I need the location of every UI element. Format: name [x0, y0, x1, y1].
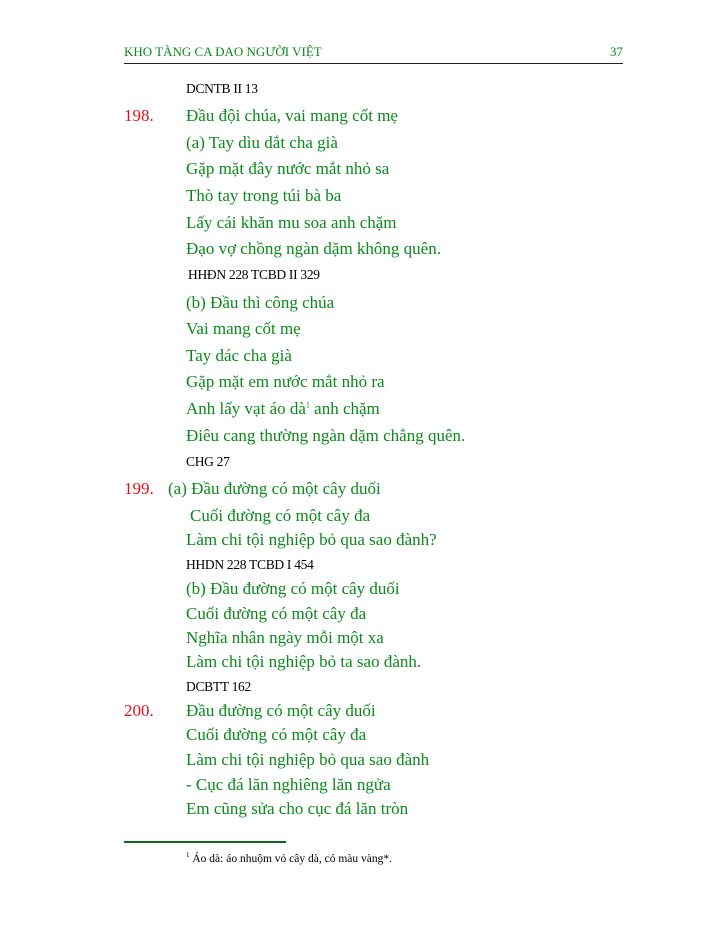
verse-line-with-footnote — [186, 399, 380, 419]
source-citation: HHĐN 228 TCBD II 329 — [188, 267, 320, 282]
source-citation: HHDN 228 TCBD I 454 — [186, 557, 314, 572]
source-citation: DCNTB II 13 — [186, 81, 258, 96]
running-header — [124, 44, 623, 62]
verse-line: (a) Đầu đường có một cây duối — [168, 479, 381, 498]
verse-line: Cuối đường có một cây đa — [186, 725, 367, 744]
verse-line: Gặp mặt em nước mắt nhỏ ra — [186, 372, 385, 391]
verse-line: Điêu cang thường ngàn dặm chẳng quên. — [186, 426, 466, 445]
page-number: 37 — [610, 44, 623, 59]
verse-line: Đầu đội chúa, vai mang cốt mẹ — [186, 106, 398, 125]
entry-number-198: 198. — [124, 106, 154, 125]
verse-line: Em cũng sửa cho cục đá lăn tròn — [186, 799, 409, 818]
header-rule — [124, 63, 623, 64]
verse-line: Nghĩa nhân ngày mỗi một xa — [186, 628, 384, 647]
footnote-rule — [124, 841, 286, 843]
source-citation: DCBTT 162 — [186, 679, 251, 694]
verse-line: Lấy cái khăn mu soa anh chặm — [186, 213, 397, 232]
verse-text: Anh lấy vạt áo dà — [186, 399, 306, 418]
source-citation: CHG 27 — [186, 454, 230, 469]
verse-line: Gặp mặt đây nước mắt nhỏ sa — [186, 159, 390, 178]
footnote — [186, 853, 392, 865]
verse-line: Đạo vợ chồng ngàn dặm không quên. — [186, 239, 441, 258]
verse-line: Cuối đường có một cây đa — [190, 506, 371, 525]
verse-line: (a) Tay dìu dắt cha già — [186, 133, 338, 152]
verse-line: Làm chi tội nghiệp bỏ qua sao đành — [186, 750, 430, 769]
verse-line: Tay dác cha già — [186, 346, 292, 365]
footnote-number: 1 — [186, 851, 190, 860]
entry-number-200: 200. — [124, 701, 154, 720]
verse-line: (b) Đầu đường có một cây duối — [186, 579, 400, 598]
footnote-text: Áo dà: áo nhuộm vỏ cây dà, có màu vàng*. — [192, 853, 392, 865]
verse-line: Làm chi tội nghiệp bỏ ta sao đành. — [186, 652, 422, 671]
verse-line: Đầu đường có một cây duối — [186, 701, 376, 720]
verse-line: Vai mang cốt mẹ — [186, 319, 301, 338]
book-title: KHO TÀNG CA DAO NGƯỜI VIỆT — [124, 44, 322, 59]
verse-line: (b) Đầu thì công chúa — [186, 293, 335, 312]
verse-line: Làm chi tội nghiệp bỏ qua sao đành? — [186, 530, 437, 549]
verse-line: Thò tay trong túi bà ba — [186, 186, 342, 205]
footnote-marker: 1 — [305, 400, 310, 410]
verse-text: anh chặm — [314, 399, 380, 418]
verse-line: Cuối đường có một cây đa — [186, 604, 367, 623]
entry-number-199: 199. — [124, 479, 154, 498]
verse-line: - Cục đá lăn nghiêng lăn ngửa — [186, 775, 391, 794]
